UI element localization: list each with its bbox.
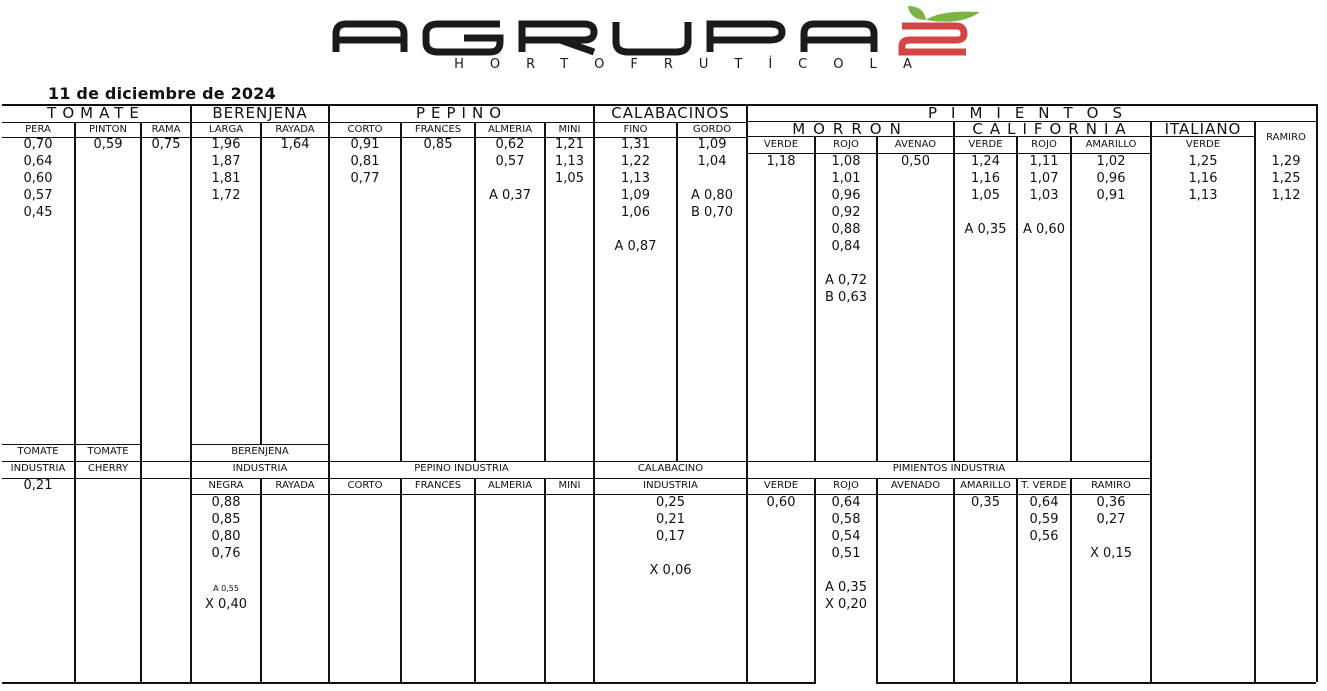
fino-price: A 0,87 bbox=[614, 239, 657, 254]
fino-price: 1,31 bbox=[621, 137, 650, 152]
sub-morron-avenao: AVENAO bbox=[894, 139, 937, 150]
cal-verde-price: A 0,35 bbox=[964, 222, 1007, 237]
ind-sub-frances: FRANCES bbox=[414, 480, 462, 491]
morron-avenao-price: 0,50 bbox=[901, 154, 930, 169]
fino-price: 1,09 bbox=[621, 188, 650, 203]
pinton-price: 0,59 bbox=[93, 137, 123, 152]
group-berenjena: BERENJENA bbox=[212, 104, 308, 122]
morron-verde-price: 1,18 bbox=[766, 154, 796, 169]
ind-sub-ramiro: RAMIRO bbox=[1091, 480, 1131, 491]
ind-pepino: PEPINO INDUSTRIA bbox=[414, 463, 509, 474]
ind-calabacino: CALABACINO bbox=[637, 463, 704, 474]
ramiro-price: 1,29 bbox=[1271, 154, 1301, 169]
ind-sub-rojo: ROJO bbox=[833, 480, 859, 491]
ind-calabacino-price: X 0,06 bbox=[649, 563, 692, 578]
sub-cal-amarillo: AMARILLO bbox=[1085, 139, 1137, 150]
corto-price: 0,81 bbox=[350, 154, 380, 169]
ind-tomate-industria-l2: INDUSTRIA bbox=[10, 463, 66, 474]
sub-frances: FRANCES bbox=[414, 124, 462, 135]
sub-rama: RAMA bbox=[151, 124, 181, 135]
cal-amarillo-price: 1,02 bbox=[1096, 154, 1126, 169]
pera-price: 0,60 bbox=[23, 171, 53, 186]
agrupa2-logo bbox=[330, 4, 1030, 70]
gordo-price: B 0,70 bbox=[691, 205, 733, 220]
cal-rojo-price: 1,11 bbox=[1029, 154, 1059, 169]
ind-t-verde-price: 0,64 bbox=[1029, 495, 1059, 510]
gordo-price: 1,09 bbox=[697, 137, 727, 152]
almeria-price: 0,62 bbox=[495, 137, 525, 152]
mini-price: 1,05 bbox=[555, 171, 584, 186]
morron-rojo-price: 0,96 bbox=[831, 188, 861, 203]
sub-corto: CORTO bbox=[347, 124, 383, 135]
ind-rojo-price: A 0,35 bbox=[825, 580, 867, 595]
ital-verde-price: 1,25 bbox=[1188, 154, 1218, 169]
cal-verde-price: 1,16 bbox=[971, 171, 1000, 186]
sub-cal-rojo: ROJO bbox=[1031, 139, 1057, 150]
sub-gordo: GORDO bbox=[692, 124, 732, 135]
morron-rojo-price: A 0,72 bbox=[825, 273, 867, 288]
morron-rojo-price: 0,88 bbox=[831, 222, 861, 237]
ind-sub-almeria: ALMERIA bbox=[487, 480, 533, 491]
ind-rojo-price: 0,54 bbox=[831, 529, 861, 544]
ind-berenjena-l1: BERENJENA bbox=[231, 446, 289, 457]
sub-pinton: PINTON bbox=[89, 124, 127, 135]
cal-amarillo-price: 0,96 bbox=[1096, 171, 1126, 186]
pera-price: 0,70 bbox=[23, 137, 53, 152]
ramiro-price: 1,25 bbox=[1271, 171, 1301, 186]
larga-price: 1,81 bbox=[211, 171, 241, 186]
ind-negra-price: X 0,40 bbox=[205, 597, 247, 612]
ind-rojo-price: 0,64 bbox=[831, 495, 861, 510]
ind-negra-price: A 0,55 bbox=[213, 584, 239, 593]
morron-rojo-price: 0,84 bbox=[831, 239, 861, 254]
ramiro-price: 1,12 bbox=[1271, 188, 1301, 203]
sub-morron-verde: VERDE bbox=[763, 139, 799, 150]
ind-rojo-price: 0,51 bbox=[831, 546, 861, 561]
ind-ramiro-price: 0,27 bbox=[1096, 512, 1126, 527]
ind-sub-rayada: RAYADA bbox=[275, 480, 315, 491]
logo-subtitle: HORTOFRUTÍCOLA bbox=[454, 57, 938, 70]
group-calabacinos: CALABACINOS bbox=[611, 104, 730, 122]
morron-rojo-price: B 0,63 bbox=[825, 290, 867, 305]
group-california: CALIFORNIA bbox=[972, 120, 1133, 138]
cal-verde-price: 1,24 bbox=[971, 154, 1000, 169]
group-tomate: TOMATE bbox=[47, 104, 145, 122]
ind-rojo-price: X 0,20 bbox=[825, 597, 867, 612]
rama-price: 0,75 bbox=[151, 137, 181, 152]
morron-rojo-price: 1,08 bbox=[831, 154, 861, 169]
cal-verde-price: 1,05 bbox=[971, 188, 1000, 203]
ind-sub-corto: CORTO bbox=[347, 480, 383, 491]
almeria-price: A 0,37 bbox=[489, 188, 531, 203]
ind-negra-price: 0,76 bbox=[211, 546, 241, 561]
cal-rojo-price: A 0,60 bbox=[1023, 222, 1065, 237]
group-italiano: ITALIANO bbox=[1164, 120, 1242, 138]
larga-price: 1,96 bbox=[211, 137, 241, 152]
ind-pimientos: PIMIENTOS INDUSTRIA bbox=[892, 463, 1006, 474]
ind-ramiro-price: X 0,15 bbox=[1090, 546, 1132, 561]
ind-tomate-cherry-l1: TOMATE bbox=[87, 446, 129, 457]
sub-fino: FINO bbox=[623, 124, 648, 135]
rayada-price: 1,64 bbox=[280, 137, 310, 152]
sub-ital-verde: VERDE bbox=[1185, 139, 1221, 150]
sub-morron-rojo: ROJO bbox=[833, 139, 859, 150]
sub-pera: PERA bbox=[25, 124, 51, 135]
ital-verde-price: 1,13 bbox=[1188, 188, 1218, 203]
ind-negra-price: 0,85 bbox=[211, 512, 241, 527]
ind-tomate-cherry-l2: CHERRY bbox=[87, 463, 129, 474]
frances-price: 0,85 bbox=[423, 137, 453, 152]
ind-rojo-price: 0,58 bbox=[831, 512, 861, 527]
ind-calabacino-price: 0,21 bbox=[656, 512, 685, 527]
ind-berenjena-l2: INDUSTRIA bbox=[232, 463, 288, 474]
ind-sub-avenado: AVENADO bbox=[890, 480, 941, 491]
ind-tomate-industria-l1: TOMATE bbox=[17, 446, 59, 457]
corto-price: 0,77 bbox=[350, 171, 380, 186]
pera-price: 0,45 bbox=[23, 205, 53, 220]
gordo-price: A 0,80 bbox=[691, 188, 733, 203]
ital-verde-price: 1,16 bbox=[1188, 171, 1218, 186]
fino-price: 1,22 bbox=[621, 154, 650, 169]
cal-rojo-price: 1,03 bbox=[1029, 188, 1059, 203]
mini-price: 1,13 bbox=[555, 154, 584, 169]
mini-price: 1,21 bbox=[555, 137, 584, 152]
ind-sub-negra: NEGRA bbox=[208, 480, 244, 491]
report-date: 11 de diciembre de 2024 bbox=[48, 84, 276, 103]
ind-sub-t-verde: T. VERDE bbox=[1021, 480, 1067, 491]
cal-rojo-price: 1,07 bbox=[1029, 171, 1059, 186]
ind-calabacino-price: 0,17 bbox=[656, 529, 685, 544]
ind-sub-mini: MINI bbox=[558, 480, 581, 491]
group-ramiro: RAMIRO bbox=[1266, 132, 1306, 143]
ind-t-verde-price: 0,59 bbox=[1029, 512, 1059, 527]
sub-rayada: RAYADA bbox=[275, 124, 315, 135]
group-pimientos: PIMIENTOS bbox=[927, 104, 1137, 122]
ind-sub-cal-industria: INDUSTRIA bbox=[643, 480, 698, 491]
group-pepino: PEPINO bbox=[415, 104, 508, 122]
sub-larga: LARGA bbox=[208, 124, 244, 135]
ind-amarillo-price: 0,35 bbox=[971, 495, 1000, 510]
ind-verde-price: 0,60 bbox=[766, 495, 796, 510]
pera-price: 0,57 bbox=[23, 188, 53, 203]
morron-rojo-price: 1,01 bbox=[831, 171, 861, 186]
corto-price: 0,91 bbox=[350, 137, 380, 152]
fino-price: 1,13 bbox=[621, 171, 650, 186]
ind-calabacino-price: 0,25 bbox=[656, 495, 685, 510]
larga-price: 1,87 bbox=[211, 154, 241, 169]
cal-amarillo-price: 0,91 bbox=[1096, 188, 1126, 203]
morron-rojo-price: 0,92 bbox=[831, 205, 861, 220]
larga-price: 1,72 bbox=[211, 188, 241, 203]
ind-sub-amarillo: AMARILLO bbox=[960, 480, 1011, 491]
fino-price: 1,06 bbox=[621, 205, 650, 220]
pera-price: 0,64 bbox=[23, 154, 53, 169]
ind-t-verde-price: 0,56 bbox=[1029, 529, 1059, 544]
sub-almeria: ALMERIA bbox=[487, 124, 533, 135]
almeria-price: 0,57 bbox=[495, 154, 525, 169]
group-morron: MORRON bbox=[792, 120, 909, 138]
ind-ramiro-price: 0,36 bbox=[1096, 495, 1126, 510]
ind-negra-price: 0,80 bbox=[211, 529, 241, 544]
ind-tomate-industria-price: 0,21 bbox=[23, 478, 53, 493]
gordo-price: 1,04 bbox=[697, 154, 727, 169]
ind-sub-verde: VERDE bbox=[763, 480, 799, 491]
sub-cal-verde: VERDE bbox=[968, 139, 1003, 150]
ind-negra-price: 0,88 bbox=[211, 495, 241, 510]
sub-mini: MINI bbox=[558, 124, 581, 135]
